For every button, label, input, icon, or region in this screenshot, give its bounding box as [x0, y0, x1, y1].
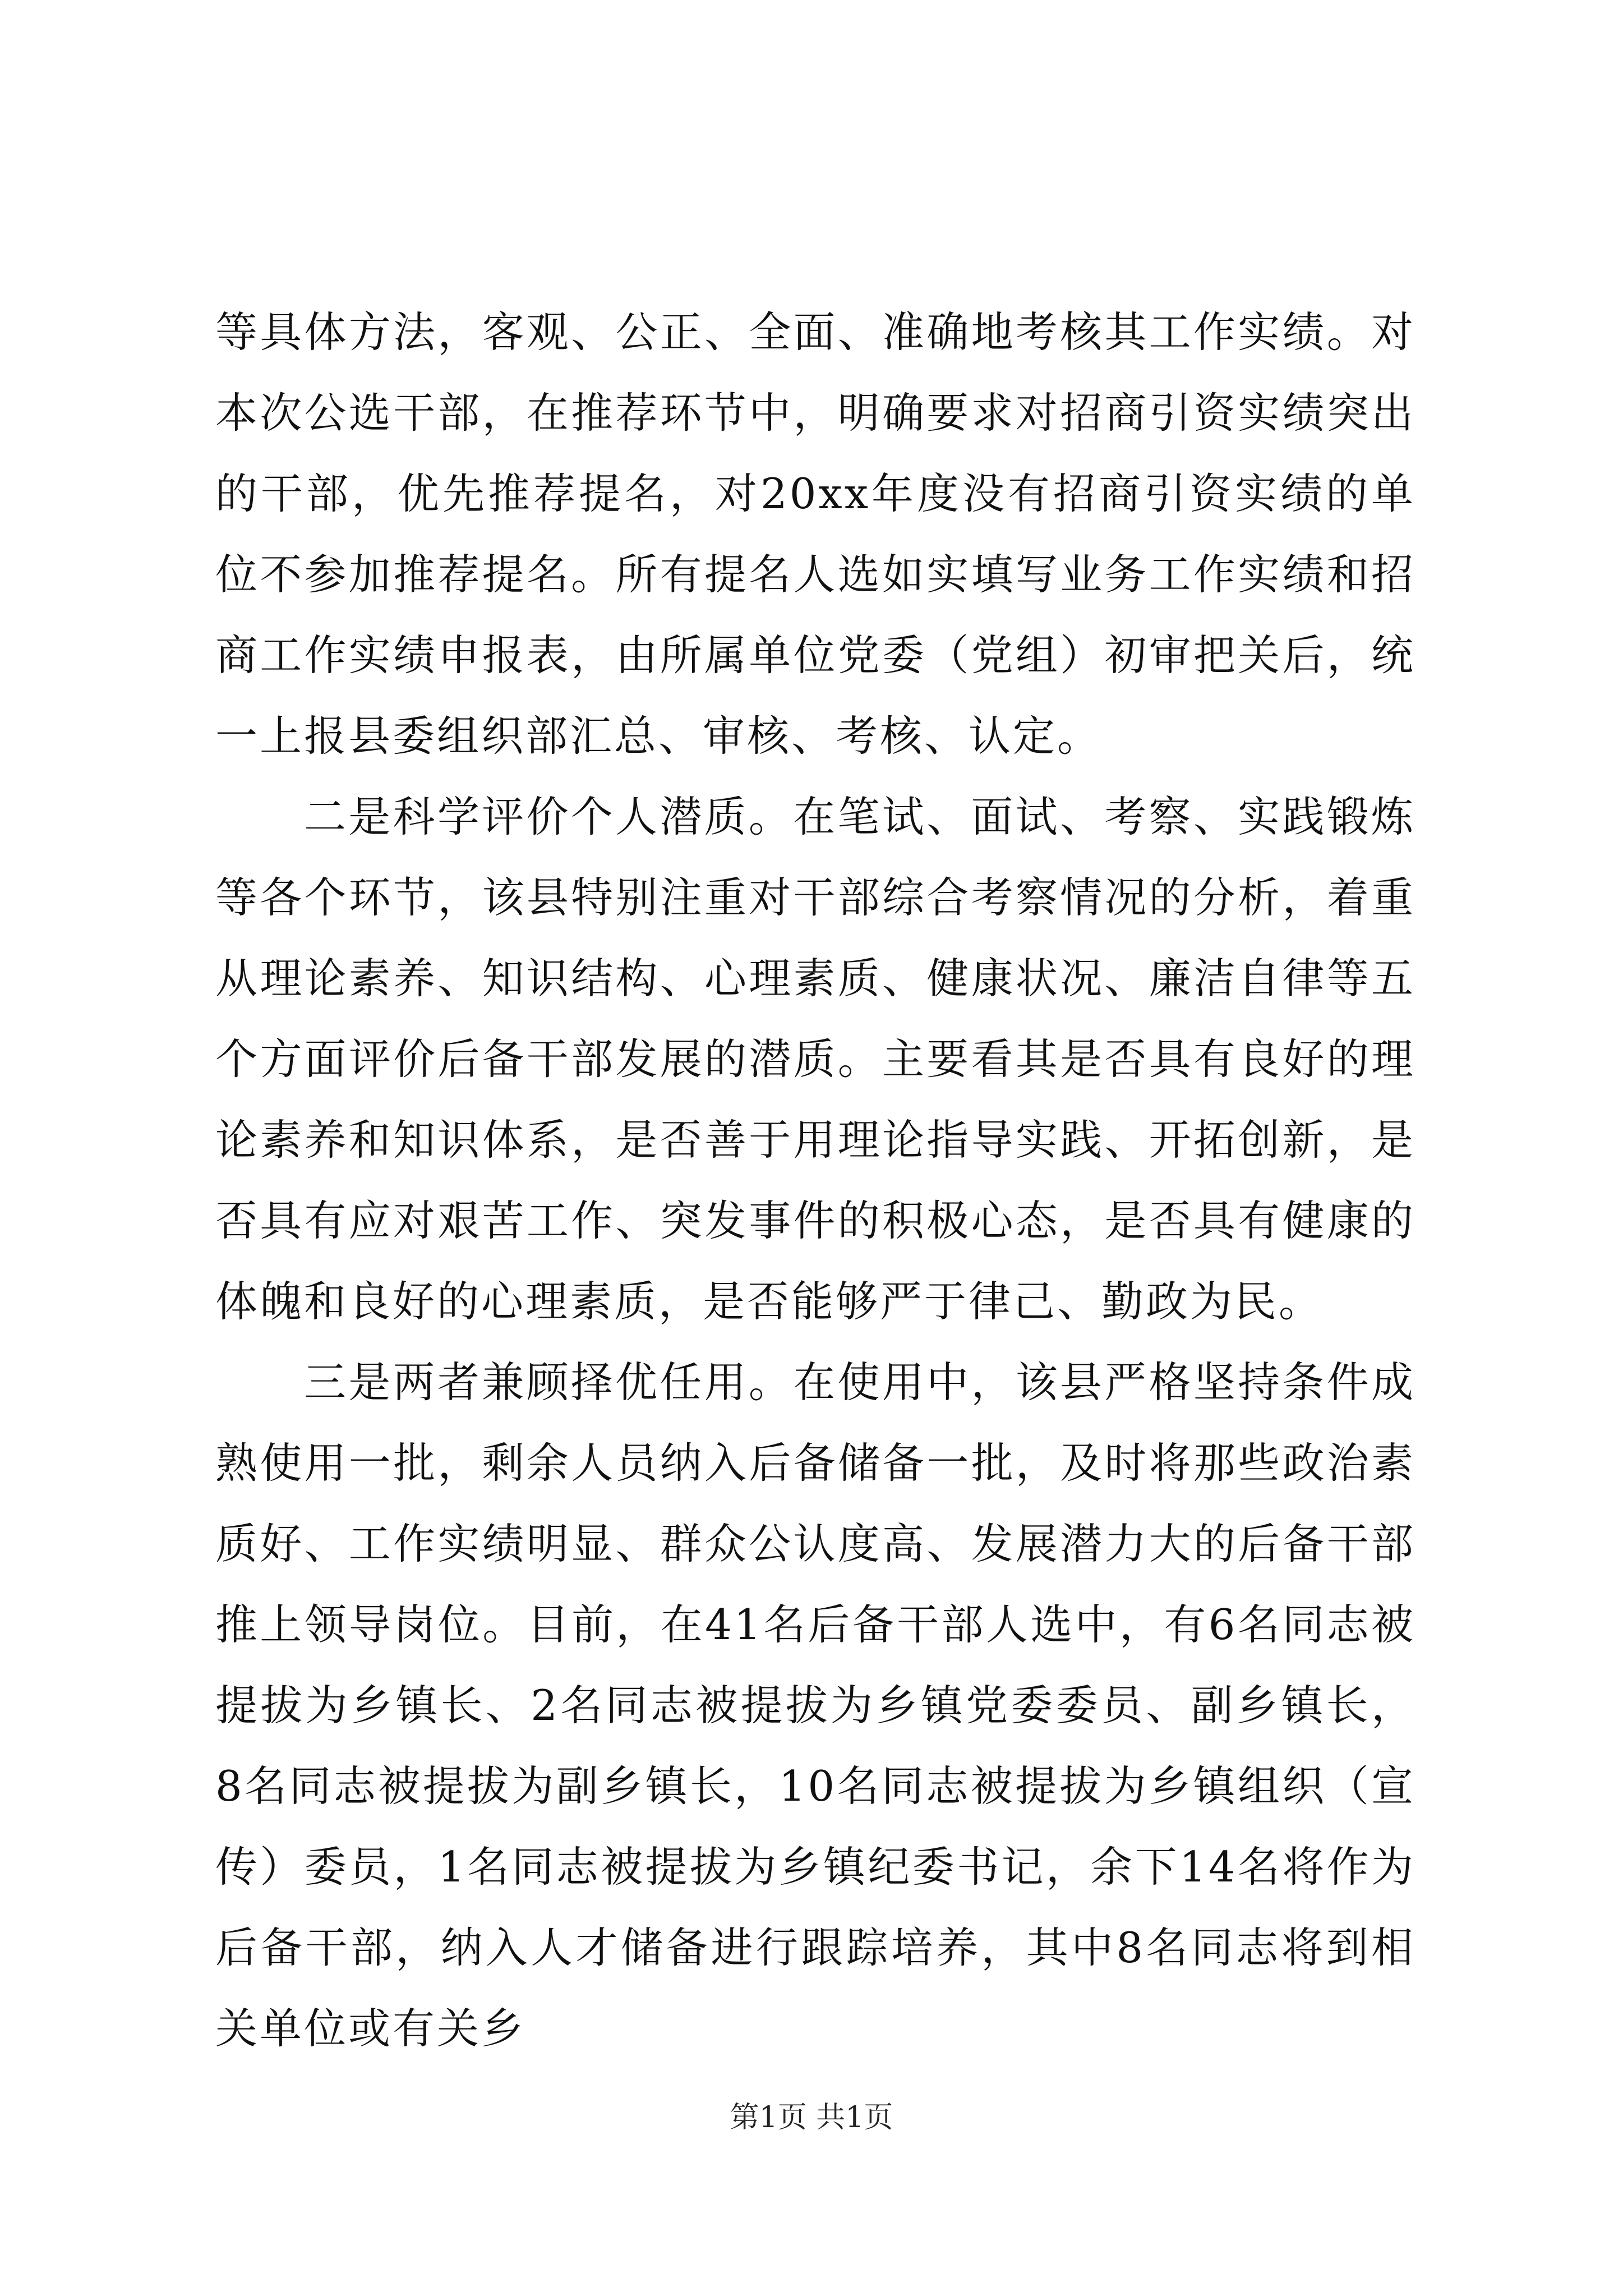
paragraph-continuation: 等具体方法，客观、公正、全面、准确地考核其工作实绩。对本次公选干部，在推荐环节中，明确要求对招商引资实绩突出的干部，优先推荐提名，对20xx年度没有招商引资实绩的单位不参加推荐提名。所有提名人选如实填写业务工作实绩和招商工作实绩申报表，由所属单位党委（党组）初审把关后，统一上报县委组织部汇总、审核、考核、认定。: [215, 307, 1415, 761]
paragraph-personal-potential: 二是科学评价个人潜质。在笔试、面试、考察、实践锻炼等各个环节，该县特别注重对干部综合考察情况的分析，着重从理论素养、知识结构、心理素质、健康状况、廉洁自律等五个方面评价后备干部发展的潜质。主要看其是否具有良好的理论素养和知识体系，是否善于用理论指导实践、开拓创新，是否具有应对艰苦工作、突发事件的积极心态，是否具有健康的体魄和良好的心理素质，是否能够严于律己、勤政为民。: [215, 792, 1415, 1326]
paragraph-selection-appointment: 三是两者兼顾择优任用。在使用中，该县严格坚持条件成熟使用一批，剩余人员纳入后备储备一批，及时将那些政治素质好、工作实绩明显、群众公认度高、发展潜力大的后备干部推上领导岗位。目前，在41名后备干部人选中，有6名同志被提拔为乡镇长、2名同志被提拔为乡镇党委委员、副乡镇长，8名同志被提拔为副乡镇长，10名同志被提拔为乡镇组织（宣传）委员，1名同志被提拔为乡镇纪委书记，余下14名将作为后备干部，纳入人才储备进行跟踪培养，其中8名同志将到相关单位或有关乡: [215, 1358, 1415, 2053]
document-body: [215, 292, 1415, 2069]
page-footer: 第1页 共1页: [730, 2101, 893, 2134]
